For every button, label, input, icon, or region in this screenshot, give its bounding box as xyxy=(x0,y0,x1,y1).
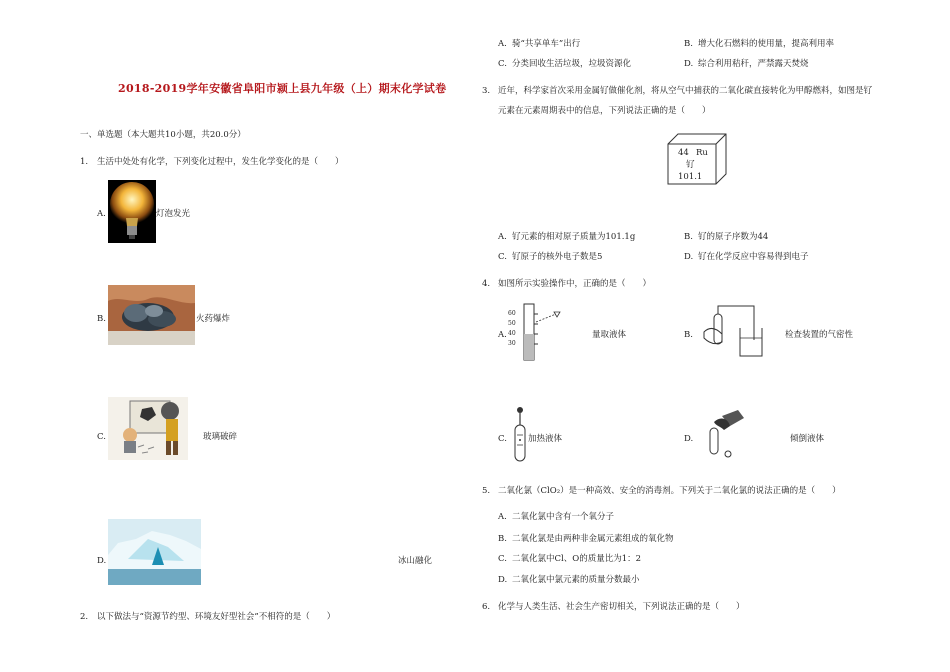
lightbulb-image xyxy=(108,180,156,243)
option-letter: A. xyxy=(498,39,507,49)
page-title: 2018-2019学年安徽省阜阳市颍上县九年级（上）期末化学试卷 xyxy=(118,82,447,95)
option-letter: B. xyxy=(684,39,693,49)
option-text: 检查装置的气密性 xyxy=(785,330,854,340)
question-text-line2: 元素在元素周期表中的信息，下列说法正确的是（ ） xyxy=(498,106,711,116)
option-letter: B. xyxy=(684,330,693,340)
option-letter: D. xyxy=(684,434,694,444)
option-letter: B. xyxy=(684,232,693,242)
option-text: 火药爆炸 xyxy=(196,314,231,324)
option-letter: A. xyxy=(498,330,507,340)
option-letter: C. xyxy=(498,434,507,444)
option-text: 二氧化氯中含有一个氧分子 xyxy=(512,512,615,522)
question-text: 生活中处处有化学，下列变化过程中，发生化学变化的是（ ） xyxy=(97,157,344,167)
question-number: 4. xyxy=(482,279,491,289)
question-text: 二氧化氯（ClO₂）是一种高效、安全的消毒剂。下列关于二氧化氯的说法正确的是（ ） xyxy=(498,486,841,496)
option-text: 综合利用秸秆，严禁露天焚烧 xyxy=(698,59,809,69)
airtightness-apparatus-image xyxy=(700,300,766,360)
pouring-liquid-image xyxy=(700,406,746,462)
option-text: 二氧化氯是由两种非金属元素组成的氧化物 xyxy=(512,534,674,544)
option-letter: D. xyxy=(684,59,694,69)
question-number: 3. xyxy=(482,86,491,96)
question-number: 1. xyxy=(80,157,89,167)
option-text: 增大化石燃料的使用量，提高利用率 xyxy=(698,39,835,49)
option-text: 加热液体 xyxy=(528,434,563,444)
option-text: 玻璃破碎 xyxy=(203,432,238,442)
option-text: 灯泡发光 xyxy=(156,209,191,219)
option-letter: C. xyxy=(97,432,106,442)
heating-test-tube-image xyxy=(510,405,530,463)
question-text: 化学与人类生活、社会生产密切相关，下列说法正确的是（ ） xyxy=(498,602,745,612)
element-name: 钌 xyxy=(686,160,695,170)
option-text: 钌原子的核外电子数是5 xyxy=(512,252,603,262)
option-letter: A. xyxy=(498,512,507,522)
option-text: 冰山融化 xyxy=(398,556,433,566)
graduated-cylinder-image xyxy=(508,302,568,362)
option-letter: A. xyxy=(97,209,106,219)
option-letter: C. xyxy=(498,252,507,262)
cylinder-tick: 40 xyxy=(508,330,516,337)
question-number: 6. xyxy=(482,602,491,612)
cylinder-tick: 50 xyxy=(508,320,516,327)
option-text: 二氧化氯中Cl、O的质量比为1：2 xyxy=(512,554,642,564)
option-text: 二氧化氯中氯元素的质量分数最小 xyxy=(512,575,640,585)
cylinder-tick: 60 xyxy=(508,310,516,317)
option-text: 倾倒液体 xyxy=(790,434,825,444)
explosion-image xyxy=(108,285,195,345)
option-letter: B. xyxy=(498,534,507,544)
option-letter: D. xyxy=(684,252,694,262)
cylinder-tick: 30 xyxy=(508,340,516,347)
question-text: 如图所示实验操作中，正确的是（ ） xyxy=(498,279,652,289)
element-symbol: Ru xyxy=(696,148,708,158)
option-text: 量取液体 xyxy=(592,330,627,340)
option-text: 骑“共享单车”出行 xyxy=(512,39,581,49)
question-number: 5. xyxy=(482,486,491,496)
option-letter: D. xyxy=(97,556,107,566)
question-text: 以下做法与“资源节约型、环境友好型社会”不相符的是（ ） xyxy=(97,612,336,622)
atomic-mass: 101.1 xyxy=(678,172,703,182)
element-card xyxy=(666,132,728,186)
atomic-number: 44 xyxy=(678,148,689,158)
option-letter: C. xyxy=(498,554,507,564)
iceberg-image xyxy=(108,519,201,585)
option-letter: D. xyxy=(498,575,508,585)
option-text: 分类回收生活垃圾，垃圾资源化 xyxy=(512,59,632,69)
option-text: 钌在化学反应中容易得到电子 xyxy=(698,252,809,262)
option-text: 钌元素的相对原子质量为101.1g xyxy=(512,232,636,242)
question-text-line1: 近年，科学家首次采用金属钌做催化剂，将从空气中捕获的二氧化碳直接转化为甲醇燃料，如图是钌 xyxy=(498,86,873,96)
section-header: 一、单选题（本大题共10小题，共20.0分） xyxy=(80,130,246,140)
option-letter: B. xyxy=(97,314,106,324)
option-letter: C. xyxy=(498,59,507,69)
option-letter: A. xyxy=(498,232,507,242)
broken-glass-image xyxy=(108,397,188,460)
option-text: 钌的原子序数为44 xyxy=(698,232,769,242)
question-number: 2. xyxy=(80,612,89,622)
